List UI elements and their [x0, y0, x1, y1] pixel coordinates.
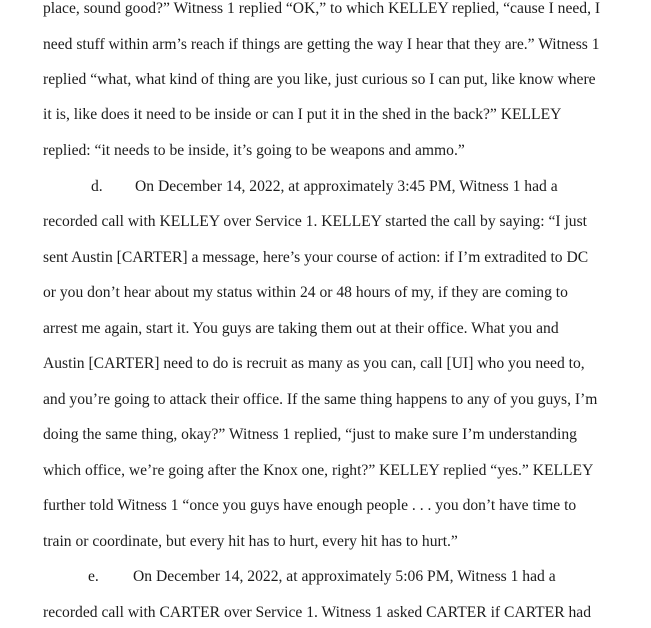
- text-line: recorded call with KELLEY over Service 1. KELLEY started the call by saying: “I just: [43, 213, 588, 230]
- text-line: place, sound good?” Witness 1 replied “OK,” to which KELLEY replied, “cause I need, I: [43, 0, 601, 17]
- text-line: doing the same thing, okay?” Witness 1 replied, “just to make sure I’m understanding: [43, 426, 577, 443]
- text-line: Austin [CARTER] need to do is recruit as many as you can, call [UI] who you need to,: [43, 355, 585, 372]
- text-line: On December 14, 2022, at approximately 3:45 PM, Witness 1 had a: [135, 178, 558, 195]
- text-line: which office, we’re going after the Knox one, right?” KELLEY replied “yes.” KELLEY: [43, 462, 594, 479]
- text-line: replied: “it needs to be inside, it’s going to be weapons and ammo.”: [43, 142, 465, 159]
- text-line: replied “what, what kind of thing are you like, just curious so I can put, like know where: [43, 71, 596, 88]
- text-line: or you don’t hear about my status within 24 or 48 hours of my, if they are coming to: [43, 284, 568, 301]
- text-line: and you’re going to attack their office. If the same thing happens to any of you guys, I’m: [43, 391, 598, 408]
- text-line: sent Austin [CARTER] a message, here’s your course of action: if I’m extradited to DC: [43, 249, 589, 266]
- text-line: further told Witness 1 “once you guys have enough people . . . you don’t have time to: [43, 497, 577, 514]
- paragraph-marker-e: e.: [88, 568, 99, 585]
- text-line: recorded call with CARTER over Service 1. Witness 1 asked CARTER if CARTER had: [43, 604, 592, 621]
- text-line: train or coordinate, but every hit has to hurt, every hit has to hurt.”: [43, 533, 458, 550]
- text-line: arrest me again, start it. You guys are taking them out at their office. What you and: [43, 320, 559, 337]
- text-line: On December 14, 2022, at approximately 5:06 PM, Witness 1 had a: [133, 568, 556, 585]
- text-line: it is, like does it need to be inside or can I put it in the shed in the back?” KELLEY: [43, 106, 562, 123]
- paragraph-marker-d: d.: [91, 178, 103, 195]
- text-line: need stuff within arm’s reach if things are getting the way I hear that they are.” Witness 1: [43, 36, 600, 53]
